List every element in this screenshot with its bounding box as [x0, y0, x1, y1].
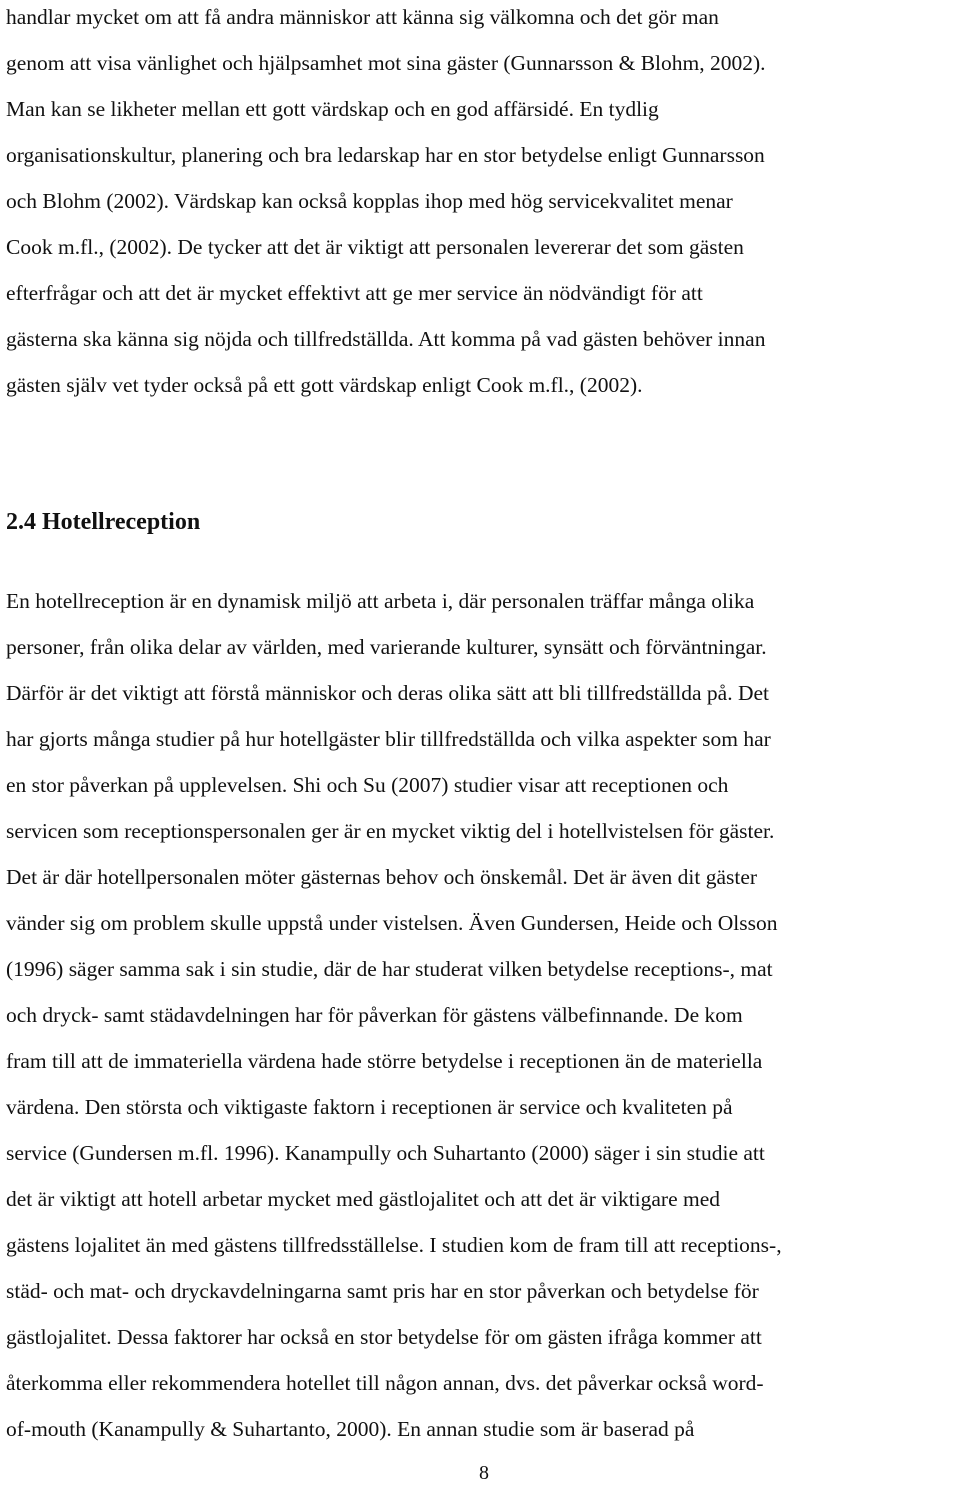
text-line: (1996) säger samma sak i sin studie, där de har studerat vilken betydelse receptions-, mat [6, 957, 773, 981]
text-line: servicen som receptionspersonalen ger är en mycket viktig del i hotellvistelsen för gäster. [6, 819, 775, 843]
section-heading: 2.4 Hotellreception [6, 509, 201, 535]
text-line: gästlojalitet. Dessa faktorer har också en stor betydelse för om gästen ifråga kommer att [6, 1325, 762, 1349]
text-line: handlar mycket om att få andra människor att känna sig välkomna och det gör man [6, 5, 719, 29]
text-line: en stor påverkan på upplevelsen. Shi och Su (2007) studier visar att receptionen och [6, 773, 729, 797]
text-line: service (Gundersen m.fl. 1996). Kanampully och Suhartanto (2000) säger i sin studie att [6, 1141, 765, 1165]
text-line: vänder sig om problem skulle uppstå under vistelsen. Även Gundersen, Heide och Olsson [6, 911, 778, 935]
text-line: och dryck- samt städavdelningen har för påverkan för gästens välbefinnande. De kom [6, 1003, 743, 1027]
text-line: gästerna ska känna sig nöjda och tillfredställda. Att komma på vad gästen behöver innan [6, 327, 766, 351]
text-line: återkomma eller rekommendera hotellet till någon annan, dvs. det påverkar också word- [6, 1371, 764, 1395]
text-line: har gjorts många studier på hur hotellgäster blir tillfredställda och vilka aspekter som har [6, 727, 771, 751]
text-line: organisationskultur, planering och bra ledarskap har en stor betydelse enligt Gunnarsson [6, 143, 765, 167]
text-line: Cook m.fl., (2002). De tycker att det är viktigt att personalen levererar det som gästen [6, 235, 744, 259]
text-line: städ- och mat- och dryckavdelningarna samt pris har en stor påverkan och betydelse för [6, 1279, 759, 1303]
text-line: efterfrågar och att det är mycket effektivt att ge mer service än nödvändigt för att [6, 281, 703, 305]
text-line: gästens lojalitet än med gästens tillfredsställelse. I studien kom de fram till att receptions-, [6, 1233, 782, 1257]
text-line: gästen själv vet tyder också på ett gott värdskap enligt Cook m.fl., (2002). [6, 373, 643, 397]
text-line: Det är där hotellpersonalen möter gästernas behov och önskemål. Det är även dit gäster [6, 865, 758, 889]
text-line: Man kan se likheter mellan ett gott värdskap och en god affärsidé. En tydlig [6, 97, 659, 121]
text-line: värdena. Den största och viktigaste faktorn i receptionen är service och kvaliteten på [6, 1095, 733, 1119]
text-line: Därför är det viktigt att förstå människor och deras olika sätt att bli tillfredställda på. Det [6, 681, 770, 705]
text-line: genom att visa vänlighet och hjälpsamhet mot sina gäster (Gunnarsson & Blohm, 2002). [6, 51, 766, 75]
text-line: En hotellreception är en dynamisk miljö att arbeta i, där personalen träffar många olika [6, 589, 755, 613]
text-line: of-mouth (Kanampully & Suhartanto, 2000). En annan studie som är baserad på [6, 1417, 695, 1441]
page-number: 8 [479, 1462, 489, 1484]
text-line: fram till att de immateriella värdena hade större betydelse i receptionen än de materiella [6, 1049, 763, 1073]
text-line: personer, från olika delar av världen, med varierande kulturer, synsätt och förväntningar. [6, 635, 767, 659]
text-line: det är viktigt att hotell arbetar mycket med gästlojalitet och att det är viktigare med [6, 1187, 721, 1211]
text-line: och Blohm (2002). Värdskap kan också kopplas ihop med hög servicekvalitet menar [6, 189, 733, 213]
